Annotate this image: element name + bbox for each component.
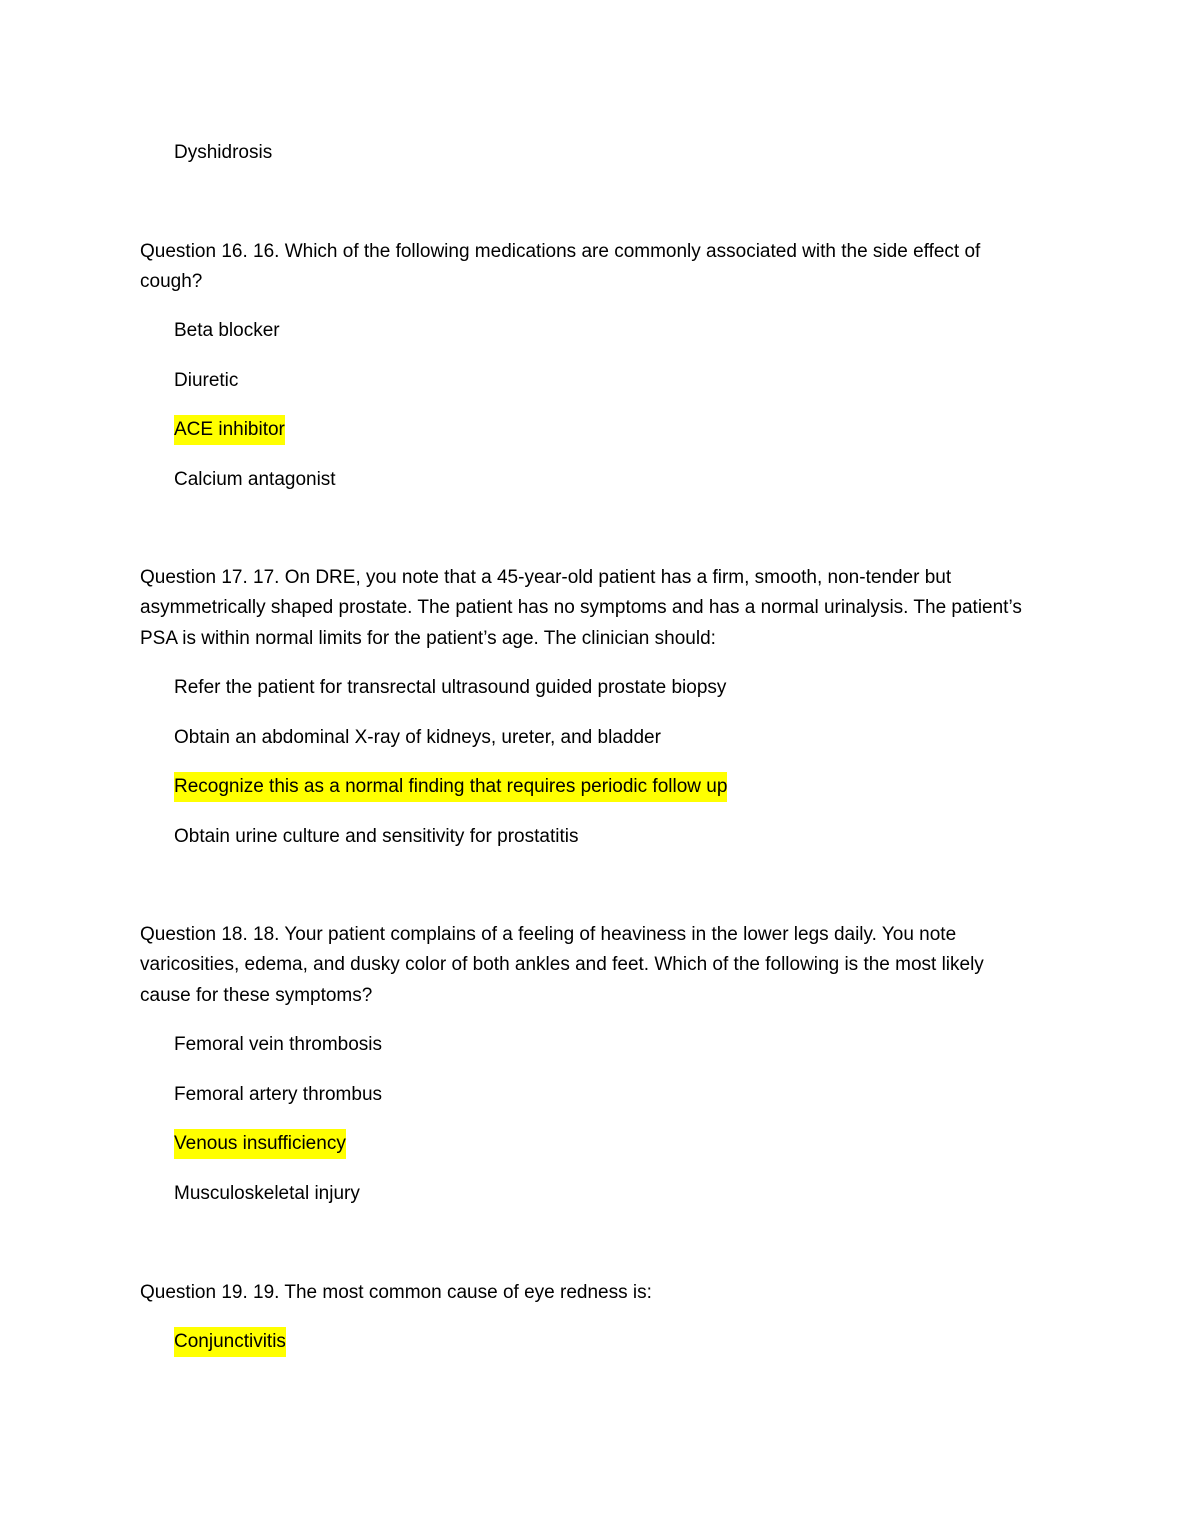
question-17-option-d: Obtain urine culture and sensitivity for prostatitis [174, 826, 579, 847]
question-17-option-b: Obtain an abdominal X-ray of kidneys, ureter, and bladder [174, 727, 661, 748]
question-16-text-line-2: cough? [140, 271, 203, 292]
question-17-text-line-1: Question 17. 17. On DRE, you note that a 45-year-old patient has a firm, smooth, non-tender but [140, 567, 952, 588]
question-16-option-d: Calcium antagonist [174, 469, 336, 490]
question-16-text-line-1: Question 16. 16. Which of the following medications are commonly associated with the side effect of [140, 241, 981, 262]
question-17-text-line-3: PSA is within normal limits for the patient’s age. The clinician should: [140, 628, 716, 649]
question-16-option-b: Diuretic [174, 370, 239, 391]
question-18-option-d: Musculoskeletal injury [174, 1183, 360, 1204]
question-17-text-line-2: asymmetrically shaped prostate. The patient has no symptoms and has a normal urinalysis. The patient’s [140, 597, 1022, 618]
question-19-option-a-highlighted: Conjunctivitis [174, 1327, 286, 1357]
option-dyshidrosis: Dyshidrosis [174, 142, 273, 163]
question-18-option-a: Femoral vein thrombosis [174, 1034, 383, 1055]
question-17-option-a: Refer the patient for transrectal ultrasound guided prostate biopsy [174, 677, 727, 698]
question-16-option-a: Beta blocker [174, 320, 280, 341]
question-16-option-c-highlighted: ACE inhibitor [174, 415, 285, 445]
question-18-text-line-3: cause for these symptoms? [140, 985, 373, 1006]
question-18-option-b: Femoral artery thrombus [174, 1084, 383, 1105]
question-19-text-line-1: Question 19. 19. The most common cause of eye redness is: [140, 1282, 652, 1303]
question-17-option-c-highlighted: Recognize this as a normal finding that requires periodic follow up [174, 772, 727, 802]
question-18-option-c-highlighted: Venous insufficiency [174, 1129, 346, 1159]
question-18-text-line-1: Question 18. 18. Your patient complains of a feeling of heaviness in the lower legs daily. You note [140, 924, 957, 945]
question-18-text-line-2: varicosities, edema, and dusky color of both ankles and feet. Which of the following is the most likely [140, 954, 984, 975]
